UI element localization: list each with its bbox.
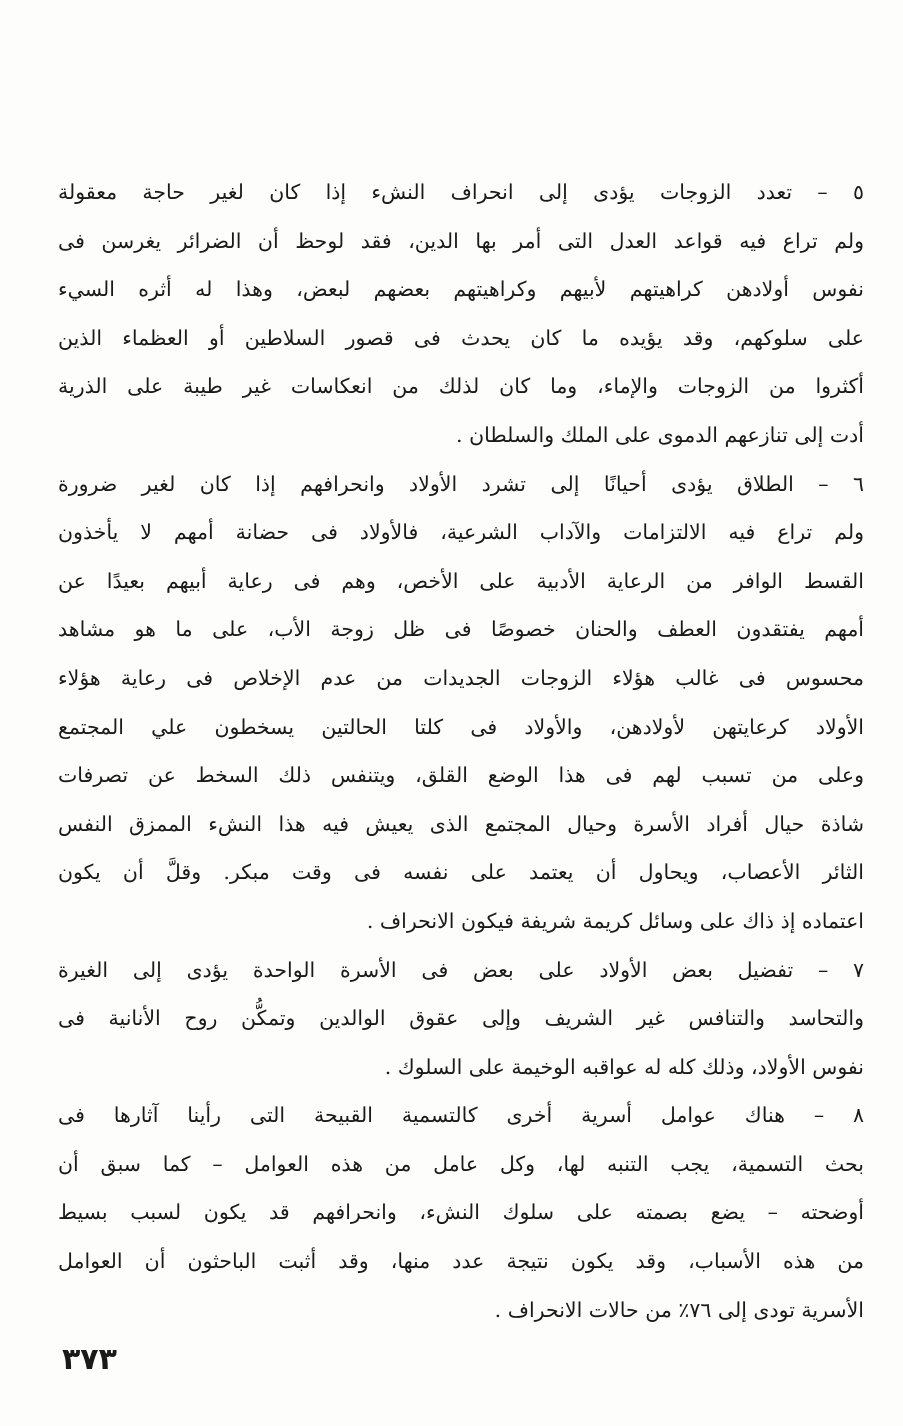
text-line: الثائر الأعصاب، ويحاول أن يعتمد على نفسه فى وقت مبكر. وقلَّ أن يكون [58,860,864,885]
paragraph [58,168,864,460]
text-line: نفوس الأولاد، وذلك كله له عواقبه الوخيمة على السلوك . [384,1054,864,1079]
text-line: ٨ – هناك عوامل أسرية أخرى كالتسمية القبيحة التى رأينا آثارها فى [58,1103,864,1128]
text-line: نفوس أولادهن كراهيتهم لأبيهم وكراهيتهم بعضهم لبعض، وهذا له أثره السيء [58,277,864,302]
text-line: والتحاسد والتنافس غير الشريف وإلى عقوق الوالدين وتمكُّن روح الأنانية فى [58,1006,864,1031]
text-line: أمهم يفتقدون العطف والحنان خصوصًا فى ظل زوجة الأب، على ما هو مشاهد [58,617,864,642]
body-text [58,168,864,1334]
text-line: أكثروا من الزوجات والإماء، وما كان لذلك من انعكاسات غير طيبة على الذرية [58,374,864,399]
text-line: من هذه الأسباب، وقد يكون نتيجة عدد منها، وقد أثبت الباحثون أن العوامل [58,1249,864,1274]
text-line: على سلوكهم، وقد يؤيده ما كان يحدث فى قصور السلاطين أو العظماء الذين [58,325,864,350]
text-line: أدت إلى تنازعهم الدموى على الملك والسلطان . [456,422,864,447]
text-line: ٧ – تفضيل بعض الأولاد على بعض فى الأسرة الواحدة يؤدى إلى الغيرة [58,957,864,982]
text-line: اعتماده إذ ذاك على وسائل كريمة شريفة فيكون الانحراف . [366,908,864,933]
text-line: ٥ – تعدد الزوجات يؤدى إلى انحراف النشء إذا كان لغير حاجة معقولة [58,180,864,204]
text-line: وعلى من تسبب لهم فى هذا الوضع القلق، ويتنفس ذلك السخط عن تصرفات [58,763,864,788]
text-line: الأسرية تودى إلى ٧٦٪ من حالات الانحراف . [494,1297,864,1322]
paragraph [58,946,864,1092]
page-number: ٣٧٣ [62,1342,117,1377]
paragraph [58,1091,864,1334]
text-line: ٦ – الطلاق يؤدى أحيانًا إلى تشرد الأولاد وانحرافهم إذا كان لغير ضرورة [58,471,864,496]
text-line: الأولاد كرعايتهن لأولادهن، والأولاد فى كلتا الحالتين يسخطون علي المجتمع [58,714,864,739]
text-line: شاذة حيال أفراد الأسرة وحيال المجتمع الذى يعيش فيه هذا النشء الممزق النفس [58,811,864,836]
text-line: ولم تراع فيه الالتزامات والآداب الشرعية، فالأولاد فى حضانة أمهم لا يأخذون [58,520,864,545]
text-line: القسط الوافر من الرعاية الأدبية على الأخص، وهم فى رعاية أبيهم بعيدًا عن [58,568,864,593]
text-line: محسوس فى غالب هؤلاء الزوجات الجديدات من عدم الإخلاص فى رعاية هؤلاء [58,665,864,690]
text-line: بحث التسمية، يجب التنبه لها، وكل عامل من هذه العوامل – كما سبق أن [58,1151,864,1176]
text-line: أوضحته – يضع بصمته على سلوك النشء، وانحرافهم قد يكون لسبب بسيط [58,1200,864,1225]
paragraph [58,460,864,946]
text-line: ولم تراع فيه قواعد العدل التى أمر بها الدين، فقد لوحظ أن الضرائر يغرسن فى [58,228,864,253]
